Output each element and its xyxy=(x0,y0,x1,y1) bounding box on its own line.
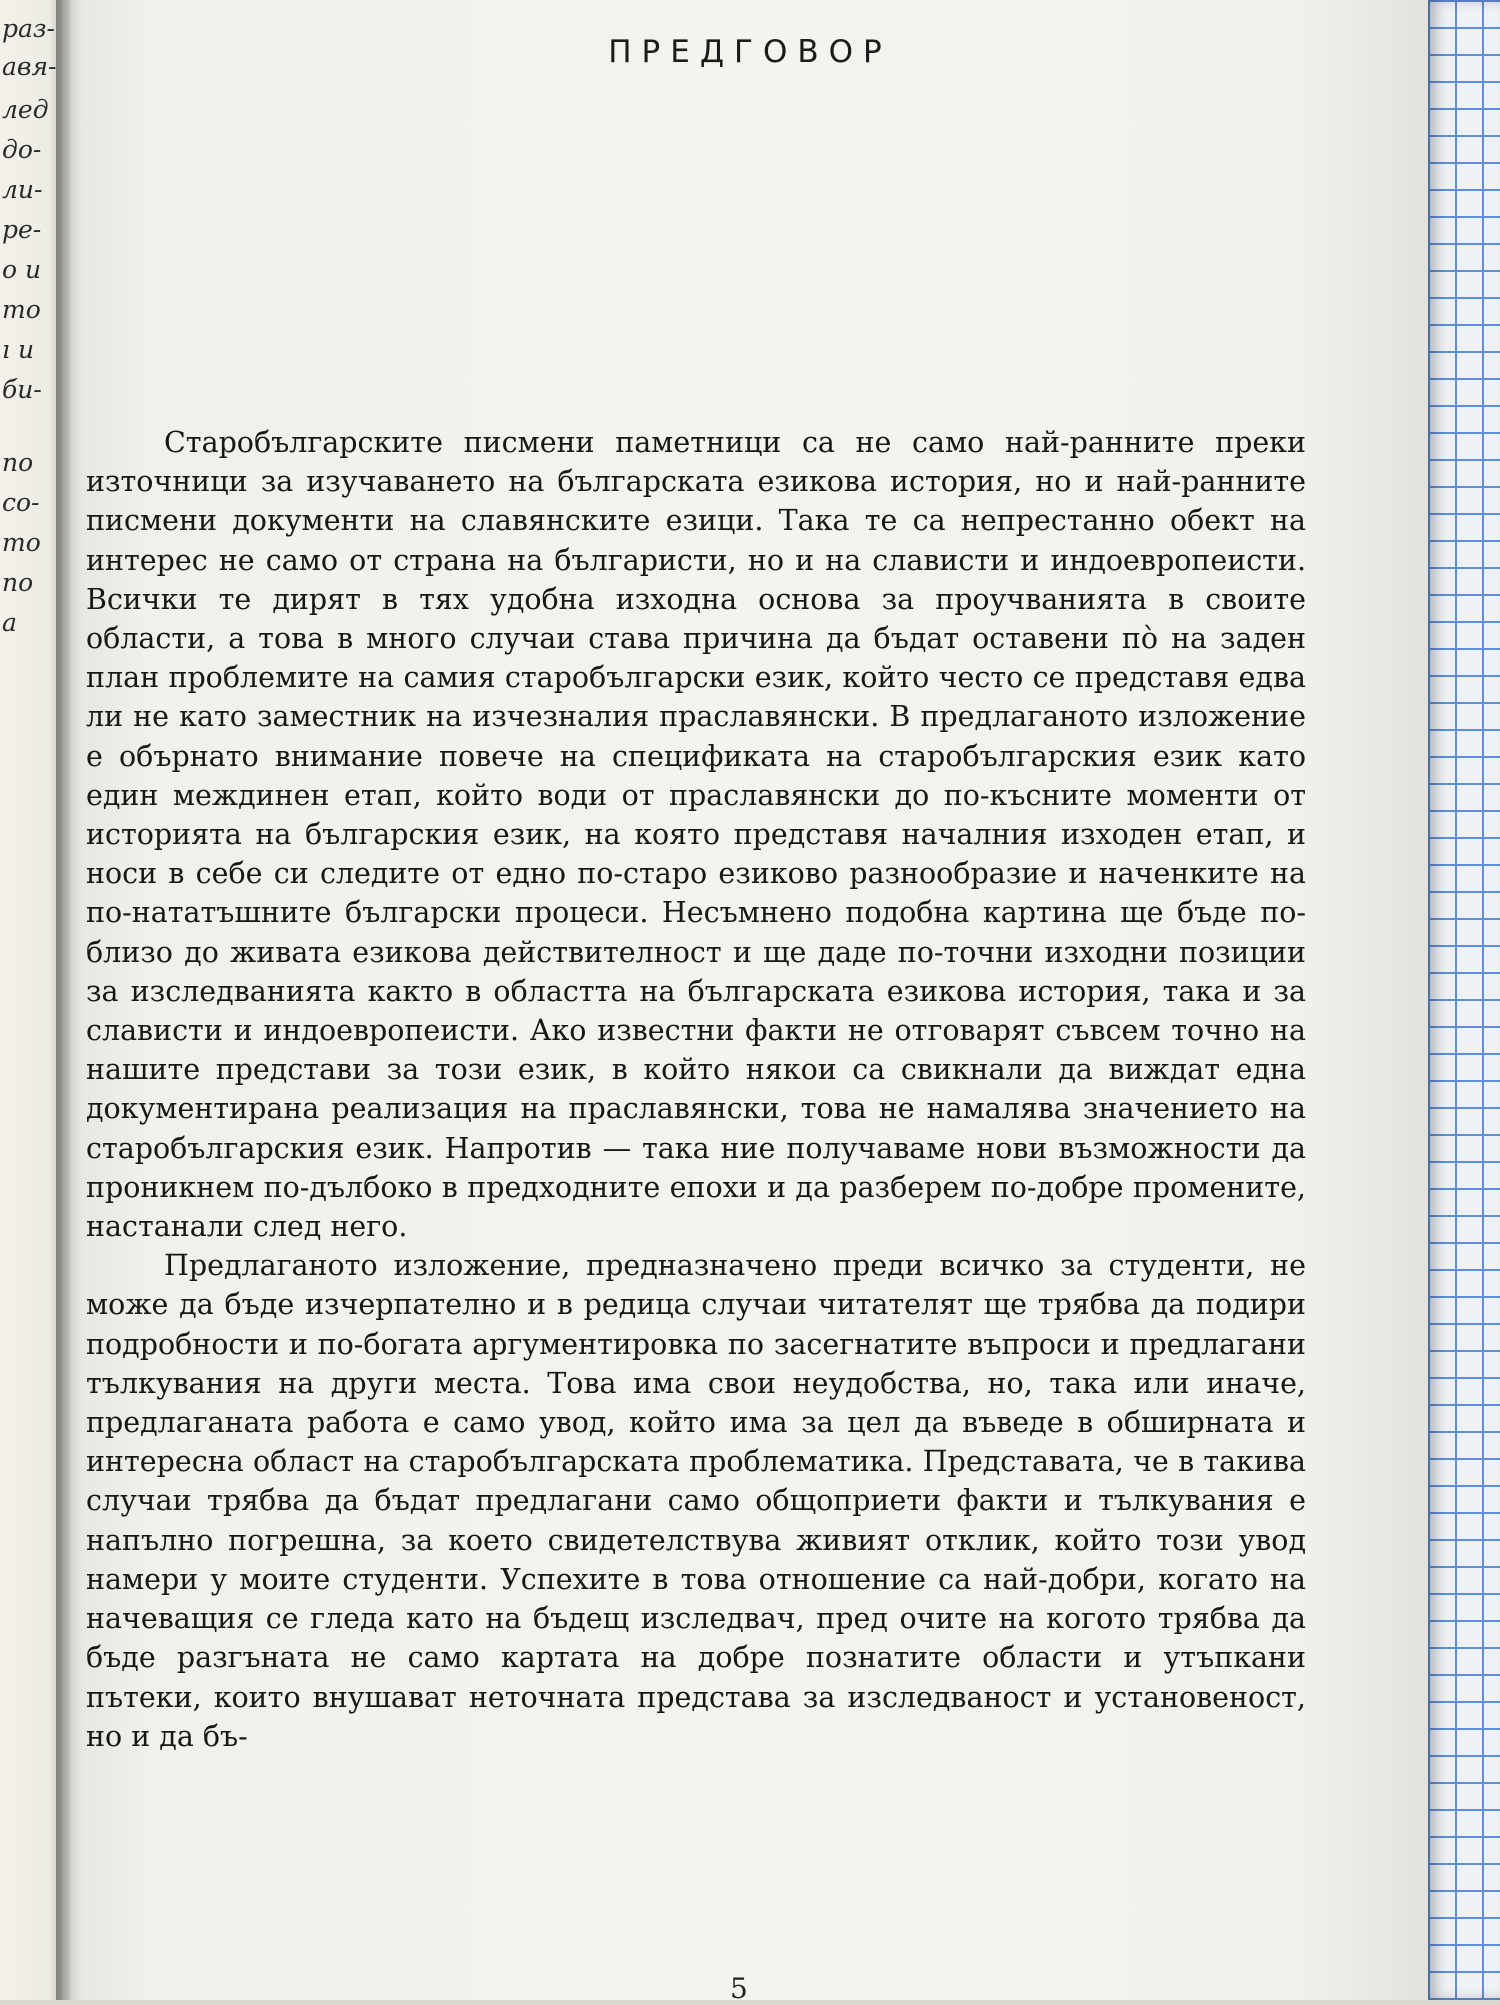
left-page-fragment: ı и xyxy=(2,335,35,364)
left-page-fragment: а xyxy=(2,608,17,637)
grid-paper-background xyxy=(1428,0,1500,2000)
paragraph: Старобългарските писмени паметници са не само най-ранните преки източници за изучаването на българската езикова история, но и най-ранните писмени документи на славянските езици. Така те са непрестанно обект на интерес не само от страна на българисти, но и на слависти и индоевропеисти. Всички те дирят в тях удобна изходна основа за проучванията в своите области, а това в много случаи става причина да бъдат оставени пò на заден план проблемите на самия старобългарски език, който често се представя едва ли не като заместник на изчезналия праславянски. В предлаганото изложение е обърнато внимание повече на спецификата на старобългарския език като един междинен етап, който води от праславянски до по-късните моменти от историята на българския език, на която представя началния изходен етап, и носи в себе си следите от едно по-старо езиково разнообразие и наченките на по-нататъшните български процеси. Несъмнено подобна картина ще бъде по-близо до живата езикова действителност и ще даде по-точни изходни позиции за изследванията както в областта на българската езикова история, така и за слависти и индоевропеисти. Ако известни факти не отговарят съвсем точно на нашите представи за този език, в който някои са свикнали да виждат една документирана реализация на праславянски, това не намалява значението на старобългарския език. Напротив — така ние получаваме нови възможности да проникнем по-дълбоко в предходните епохи и да разберем по-добре промените, настанали след него. xyxy=(86,426,1306,1244)
left-facing-page xyxy=(0,0,62,2000)
left-page-fragment: ли- xyxy=(2,175,43,204)
left-page-fragment: авя- xyxy=(2,52,57,81)
left-page-fragment: лед xyxy=(2,95,49,124)
left-page-fragment: раз- xyxy=(2,14,55,43)
left-page-fragment: то xyxy=(2,295,41,324)
left-page-fragment: по xyxy=(2,448,34,477)
left-page-fragment: ре- xyxy=(2,215,42,244)
paragraph: Предлаганото изложение, предназначено преди всичко за студенти, не може да бъде изчерпателно и в редица случаи читателят ще трябва да подири подробности и по-богата аргументировка по засегнатите въпроси и предлагани тълкувания на други места. Това има свои неудобства, но, така или иначе, предлаганата работа е само увод, който има за цел да въведе в обширната и интересна област на старобългарската проблематика. Представата, че в такива случаи трябва да бъдат предлагани само общоприети факти и тълкувания е напълно погрешна, за което свидетелствува живият отклик, който този увод намери у моите студенти. Успехите в това отношение са най-добри, когато на начеващия се гледа като на бъдещ изследвач, пред очите на когото трябва да бъде разгъната не само картата на добре познатите области и утъпкани пътеки, които внушават неточната представа за изследваност и установеност, но и да бъ- xyxy=(86,1249,1306,1753)
left-page-fragment: би- xyxy=(2,375,42,404)
left-page-fragment: то xyxy=(2,528,41,557)
page-gutter-shadow xyxy=(56,0,82,2000)
page-number: 5 xyxy=(730,1972,748,2005)
left-page-fragment: до- xyxy=(2,135,42,164)
left-page-fragment: со- xyxy=(2,488,40,517)
left-page-fragment: по xyxy=(2,568,34,597)
left-page-fragment: о и xyxy=(2,255,42,284)
body-text xyxy=(86,423,1306,1756)
page-title: ПРЕДГОВОР xyxy=(608,34,892,70)
